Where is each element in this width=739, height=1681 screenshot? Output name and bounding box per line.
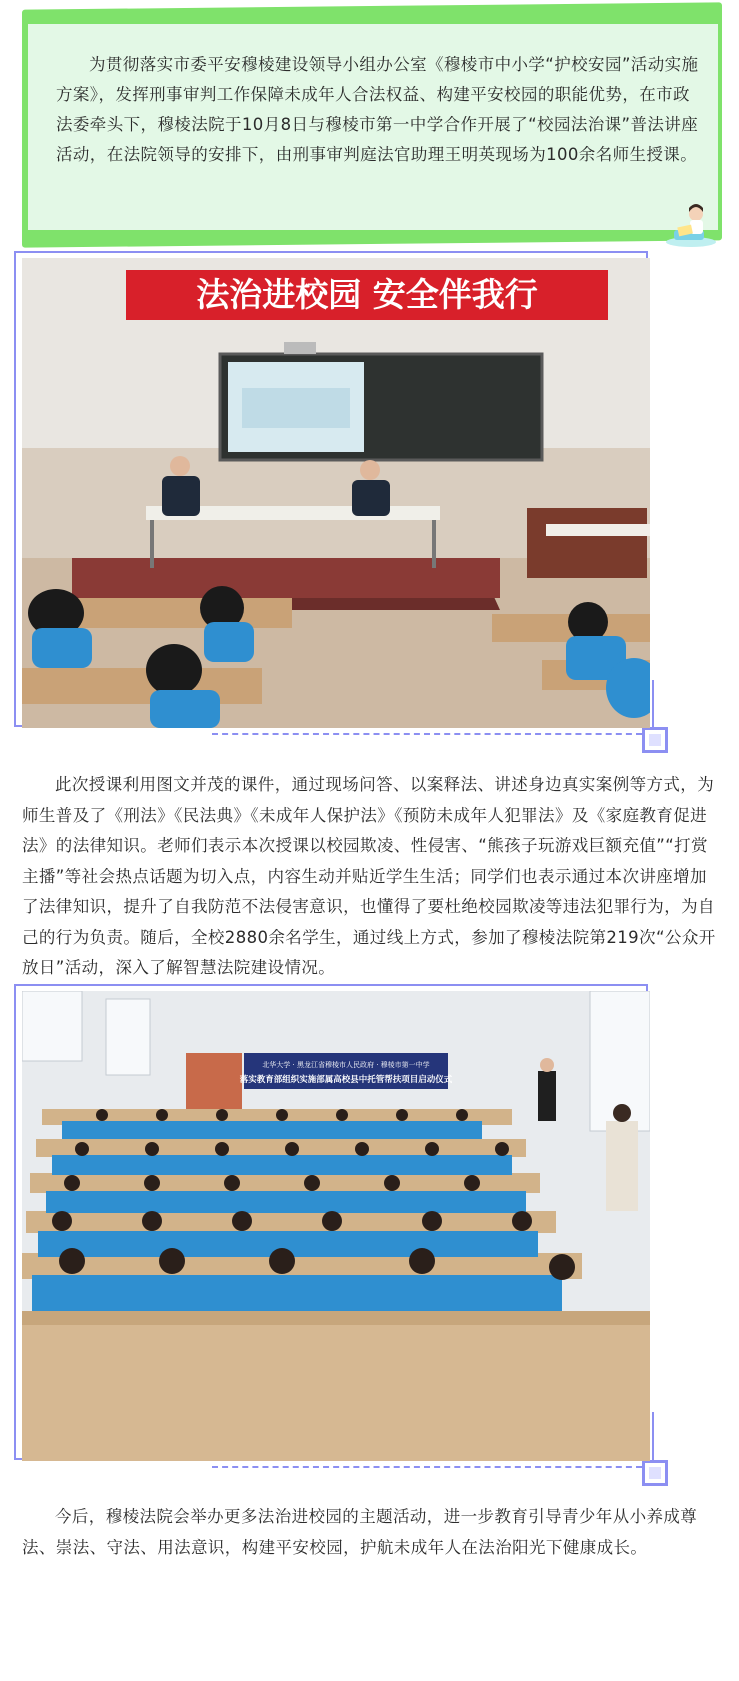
- closing-paragraph: 今后，穆棱法院会举办更多法治进校园的主题活动，进一步教育引导青少年从小养成尊法、崇法、守法、用法意识，构建平安校园，护航未成年人在法治阳光下健康成长。: [22, 1507, 698, 1557]
- frame-vline-1: [652, 680, 654, 730]
- frame-corner-square-1: [642, 727, 668, 753]
- reading-girl-icon: [664, 200, 718, 248]
- auditorium-students-photo: [22, 991, 650, 1461]
- body-paragraph: 此次授课利用图文并茂的课件，通过现场问答、以案释法、讲述身边真实案例等方式，为师生普及了《刑法》《民法典》《未成年人保护法》《预防未成年人犯罪法》及《家庭教育促进法》的法律知识。老师们表示本次授课以校园欺凌、性侵害、“熊孩子玩游戏巨额充值”“打赏主播”等社会热点话题为切入点，内容生动并贴近学生生活；同学们也表示通过本次讲座增加了法律知识，提升了自我防范不法侵害意识，也懂得了要杜绝校园欺凌等违法犯罪行为，为自己的行为负责。随后，全校2880余名学生，通过线上方式，参加了穆棱法院第219次“公众开放日”活动，深入了解智慧法院建设情况。: [22, 775, 716, 977]
- frame-vline-2: [652, 1412, 654, 1462]
- banner-text: 法治进校园 安全伴我行: [196, 275, 538, 314]
- callout-body: [28, 24, 718, 230]
- lecture-classroom-photo: [22, 258, 650, 728]
- frame-dash-1: [212, 733, 642, 735]
- frame-dash-2: [212, 1466, 642, 1468]
- banner-line-1: 北华大学 · 黑龙江省穆棱市人民政府 · 穆棱市第一中学: [262, 1061, 430, 1069]
- banner-line-2: 落实教育部组织实施部属高校县中托管帮扶项目启动仪式: [239, 1075, 453, 1085]
- intro-paragraph: 为贯彻落实市委平安穆棱建设领导小组办公室《穆棱市中小学“护校安园”活动实施方案》，发挥刑事审判工作保障未成年人合法权益、构建平安校园的职能优势，在市政法委牵头下，穆棱法院于10月8日与穆棱市第一中学合作开展了“校园法治课”普法讲座活动，在法院领导的安排下，由刑事审判庭法官助理王明英现场为100余名师生授课。: [56, 55, 699, 164]
- frame-corner-square-2: [642, 1460, 668, 1486]
- intro-callout: [22, 6, 722, 246]
